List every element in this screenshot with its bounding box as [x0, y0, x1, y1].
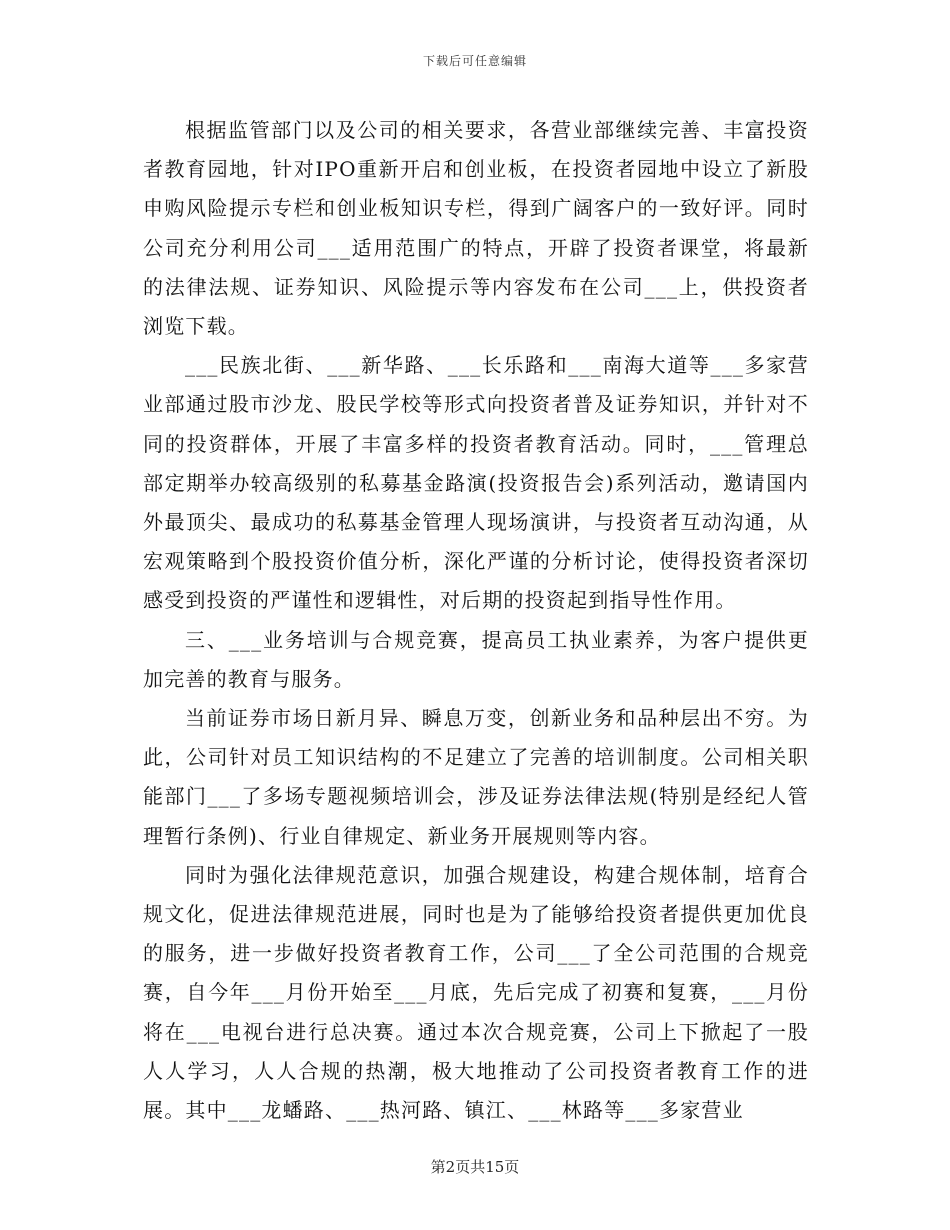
page-header-note: 下载后可任意编辑 — [422, 54, 527, 68]
paragraph-investor-garden: 根据监管部门以及公司的相关要求，各营业部继续完善、丰富投资者教育园地，针对IPO重新开启和创业板，在投资者园地中设立了新股申购风险提示专栏和创业板知识专栏，得到广阔客户的一致好评。同时公司充分利用公司___适用范围广的特点，开辟了投资者课堂，将最新的法律法规、证券知识、风险提示等内容发布在公司___上，供投资者浏览下载。 — [143, 118, 809, 339]
paragraph-branch-activities: ___民族北街、___新华路、___长乐路和___南海大道等___多家营业部通过股市沙龙、股民学校等形式向投资者普及证券知识，并针对不同的投资群体，开展了丰富多样的投资者教育活动。同时，___管理总部定期举办较高级别的私募基金路演(投资报告会)系列活动，邀请国内外最顶尖、最成功的私募基金管理人现场演讲，与投资者互动沟通，从宏观策略到个股投资价值分析，深化严谨的分析讨论，使得投资者深切感受到投资的严谨性和逻辑性，对后期的投资起到指导性作用。 — [143, 353, 809, 613]
paragraph-section-three-heading: 三、___业务培训与合规竞赛，提高员工执业素养，为客户提供更加完善的教育与服务。 — [143, 627, 809, 691]
page-number: 第2页共15页 — [430, 1158, 520, 1176]
document-body — [143, 111, 809, 1130]
paragraph-training-system: 当前证券市场日新月异、瞬息万变，创新业务和品种层出不穷。为此，公司针对员工知识结构的不足建立了完善的培训制度。公司相关职能部门___了多场专题视频培训会，涉及证券法律法规(特别是经纪人管理暂行条例)、行业自律规定、新业务开展规则等内容。 — [143, 706, 809, 848]
paragraph-compliance-contest: 同时为强化法律规范意识，加强合规建设，构建合规体制，培育合规文化，促进法律规范进展，同时也是为了能够给投资者提供更加优良的服务，进一步做好投资者教育工作，公司___了全公司范围的合规竞赛，自今年___月份开始至___月底，先后完成了初赛和复赛，___月份将在___电视台进行总决赛。通过本次合规竞赛，公司上下掀起了一股人人学习，人人合规的热潮，极大地推动了公司投资者教育工作的进展。其中___龙蟠路、___热河路、镇江、___林路等___多家营业 — [143, 862, 809, 1123]
